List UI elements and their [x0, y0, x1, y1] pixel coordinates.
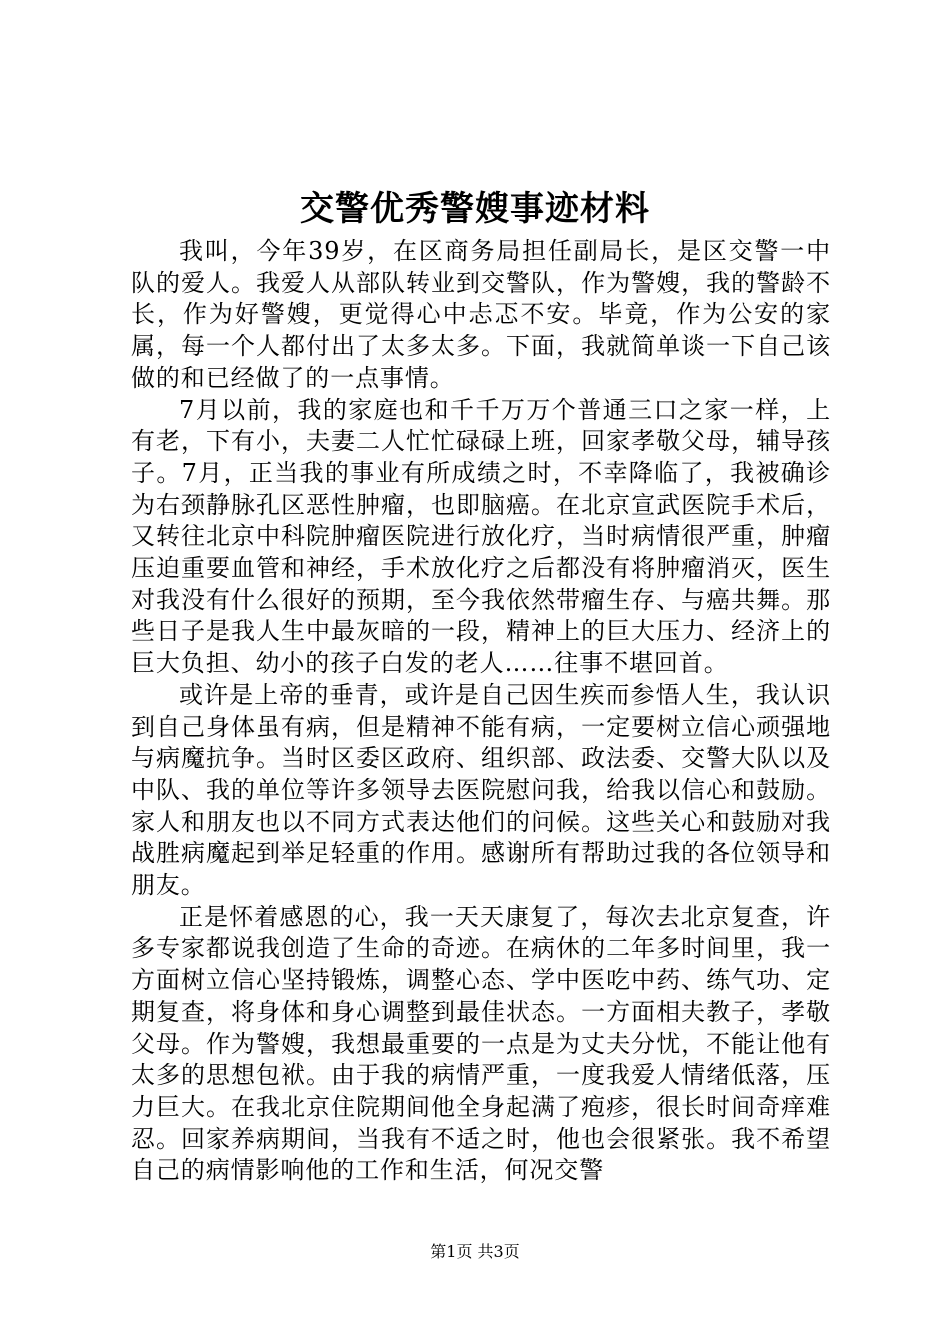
paragraph-3: 或许是上帝的垂青，或许是自己因生疾而参悟人生，我认识到自己身体虽有病，但是精神不能有病，一定要树立信心顽强地与病魔抗争。当时区委区政府、组织部、政法委、交警大队以及中队、我的单位等许多领导去医院慰问我，给我以信心和鼓励。家人和朋友也以不同方式表达他们的问候。这些关心和鼓励对我战胜病魔起到举足轻重的作用。感谢所有帮助过我的各位领导和朋友。 — [131, 680, 831, 900]
document-body — [131, 236, 831, 1187]
paragraph-4: 正是怀着感恩的心，我一天天康复了，每次去北京复查，许多专家都说我创造了生命的奇迹。在病休的二年多时间里，我一方面树立信心坚持锻炼，调整心态、学中医吃中药、练气功、定期复查，将身体和身心调整到最佳状态。一方面相夫教子，孝敬父母。作为警嫂，我想最重要的一点是为丈夫分忧，不能让他有太多的思想包袱。由于我的病情严重，一度我爱人情绪低落，压力巨大。在我北京住院期间他全身起满了疱疹，很长时间奇痒难忍。回家养病期间，当我有不适之时，他也会很紧张。我不希望自己的病情影响他的工作和生活，何况交警 — [131, 902, 831, 1185]
document-title: 交警优秀警嫂事迹材料 — [300, 189, 650, 229]
paragraph-1: 我叫，今年39岁，在区商务局担任副局长，是区交警一中队的爱人。我爱人从部队转业到交警队，作为警嫂，我的警龄不长，作为好警嫂，更觉得心中忐忑不安。毕竟，作为公安的家属，每一个人都付出了太多太多。下面，我就简单谈一下自己该做的和已经做了的一点事情。 — [131, 237, 831, 392]
page-footer: 第1页 共3页 — [430, 1242, 520, 1261]
paragraph-2: 7月以前，我的家庭也和千千万万个普通三口之家一样，上有老，下有小，夫妻二人忙忙碌碌上班，回家孝敬父母，辅导孩子。7月，正当我的事业有所成绩之时，不幸降临了，我被确诊为右颈静脉孔区恶性肿瘤，也即脑癌。在北京宣武医院手术后，又转往北京中科院肿瘤医院进行放化疗，当时病情很严重，肿瘤压迫重要血管和神经，手术放化疗之后都没有将肿瘤消灭，医生对我没有什么很好的预期，至今我依然带瘤生存、与癌共舞。那些日子是我人生中最灰暗的一段，精神上的巨大压力、经济上的巨大负担、幼小的孩子白发的老人……往事不堪回首。 — [131, 395, 831, 678]
